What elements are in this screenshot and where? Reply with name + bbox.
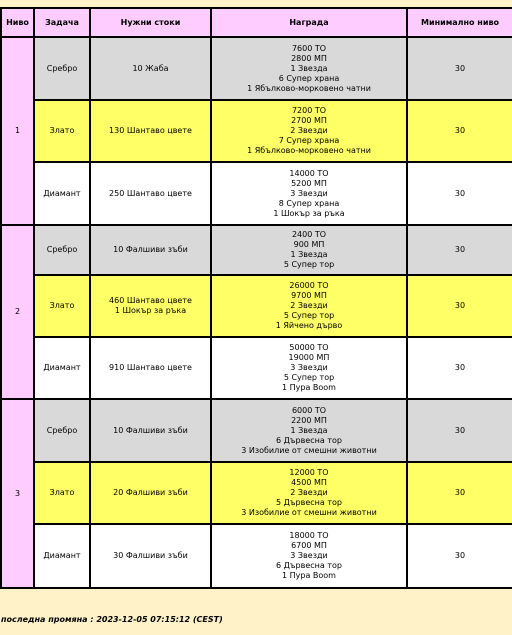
goods-cell <box>90 225 211 275</box>
task-cell: Сребро <box>34 225 90 275</box>
goods-cell <box>90 275 211 337</box>
task-cell: Диамант <box>34 337 90 399</box>
reward-line: 1 Пура Boom <box>282 383 336 392</box>
reward-line: 9700 МП <box>291 291 327 300</box>
reward-cell <box>211 399 407 462</box>
min-level-cell: 30 <box>407 337 512 399</box>
min-level-cell: 30 <box>407 37 512 100</box>
goods-cell <box>90 37 211 100</box>
reward-line: 1 Ябълково-морковено чатни <box>247 146 371 155</box>
reward-line: 5 Супер тор <box>283 260 335 269</box>
min-level-cell: 30 <box>407 225 512 275</box>
reward-line: 2400 ТО <box>291 230 327 239</box>
reward-line: 7200 ТО <box>291 106 327 115</box>
goods-cell <box>90 100 211 162</box>
reward-cell <box>211 337 407 399</box>
reward-line: 2700 МП <box>291 116 327 125</box>
reward-line: 5200 МП <box>291 178 327 188</box>
task-cell: Диамант <box>34 524 90 588</box>
task-cell: Сребро <box>34 399 90 462</box>
reward-line: 14000 ТО <box>289 168 329 178</box>
reward-line: 7 Супер храна <box>278 136 340 145</box>
reward-line: 900 МП <box>293 240 325 249</box>
reward-line: 1 Звезда <box>290 63 328 73</box>
reward-cell <box>211 462 407 524</box>
quest-row <box>1 162 512 225</box>
min-level-cell: 30 <box>407 275 512 337</box>
quest-row <box>1 225 512 275</box>
reward-line: 6000 ТО <box>291 405 327 415</box>
reward-line: 2 Звезди <box>290 488 328 497</box>
goods-line: 10 Фалшиви зъби <box>113 245 188 254</box>
header-row <box>1 8 512 37</box>
reward-line: 1 Звезда <box>290 250 328 259</box>
task-cell: Злато <box>34 462 90 524</box>
reward-cell <box>211 162 407 225</box>
goods-cell <box>90 399 211 462</box>
task-cell: Злато <box>34 100 90 162</box>
goods-line: 910 Шантаво цвете <box>109 363 192 372</box>
quest-row <box>1 337 512 399</box>
header-level: Ниво <box>1 8 34 37</box>
reward-line: 3 Звезди <box>290 188 328 198</box>
goods-cell <box>90 337 211 399</box>
header-reward: Награда <box>211 8 407 37</box>
goods-line: 10 Фалшиви зъби <box>113 425 188 435</box>
reward-line: 1 Пура Boom <box>282 571 336 580</box>
reward-line: 3 Звезди <box>290 551 328 560</box>
reward-line: 6 Дървесна тор <box>276 435 342 445</box>
min-level-cell: 30 <box>407 462 512 524</box>
reward-line: 1 Ябълково-морковено чатни <box>247 83 371 93</box>
reward-line: 12000 ТО <box>289 468 329 477</box>
header-min-level: Минимално ниво <box>407 8 512 37</box>
goods-cell <box>90 462 211 524</box>
reward-line: 2 Звезди <box>290 126 328 135</box>
reward-line: 3 Изобилие от смешни животни <box>241 445 377 455</box>
quest-row <box>1 524 512 588</box>
reward-line: 3 Звезди <box>290 363 328 372</box>
header-task: Задача <box>34 8 90 37</box>
reward-line: 2 Звезди <box>290 301 328 310</box>
goods-line: 10 Жаба <box>132 63 169 73</box>
reward-cell <box>211 524 407 588</box>
min-level-cell: 30 <box>407 399 512 462</box>
reward-cell <box>211 100 407 162</box>
reward-line: 7600 ТО <box>291 43 327 53</box>
min-level-cell: 30 <box>407 524 512 588</box>
quest-table <box>0 7 512 589</box>
level-cell: 2 <box>1 225 34 399</box>
task-cell: Злато <box>34 275 90 337</box>
goods-cell <box>90 162 211 225</box>
reward-line: 5 Супер тор <box>283 311 335 320</box>
quest-row <box>1 37 512 100</box>
last-modified: последна промяна : 2023-12-05 07:15:12 (CEST) <box>1 615 223 624</box>
quest-row <box>1 399 512 462</box>
reward-line: 1 Шокър за ръка <box>273 208 345 218</box>
goods-line: 130 Шантаво цвете <box>109 126 192 135</box>
reward-line: 6 Супер храна <box>278 73 340 83</box>
reward-line: 1 Яйчено дърво <box>275 321 343 330</box>
level-cell: 1 <box>1 37 34 225</box>
goods-line: 20 Фалшиви зъби <box>113 488 188 497</box>
goods-line: 460 Шантаво цвете <box>109 296 192 305</box>
task-cell: Сребро <box>34 37 90 100</box>
min-level-cell: 30 <box>407 162 512 225</box>
reward-line: 1 Звезда <box>290 425 328 435</box>
reward-line: 8 Супер храна <box>278 198 340 208</box>
reward-line: 26000 ТО <box>289 281 329 290</box>
goods-line: 250 Шантаво цвете <box>109 188 192 198</box>
header-goods: Нужни стоки <box>90 8 211 37</box>
goods-line: 30 Фалшиви зъби <box>113 551 188 560</box>
goods-line: 1 Шокър за ръка <box>114 306 187 315</box>
goods-cell <box>90 524 211 588</box>
quest-row <box>1 462 512 524</box>
reward-cell <box>211 275 407 337</box>
reward-line: 19000 МП <box>288 353 330 362</box>
reward-line: 6700 МП <box>291 541 327 550</box>
reward-cell <box>211 225 407 275</box>
reward-line: 3 Изобилие от смешни животни <box>241 508 377 517</box>
level-cell: 3 <box>1 399 34 588</box>
min-level-cell: 30 <box>407 100 512 162</box>
reward-line: 6 Дървесна тор <box>276 561 342 570</box>
reward-line: 2800 МП <box>291 53 327 63</box>
task-cell: Диамант <box>34 162 90 225</box>
reward-cell <box>211 37 407 100</box>
reward-line: 2200 МП <box>291 415 327 425</box>
reward-line: 5 Супер тор <box>283 373 335 382</box>
quest-row <box>1 100 512 162</box>
reward-line: 50000 ТО <box>289 343 329 352</box>
quest-row <box>1 275 512 337</box>
reward-line: 18000 ТО <box>289 531 329 540</box>
reward-line: 4500 МП <box>291 478 327 487</box>
reward-line: 5 Дървесна тор <box>276 498 342 507</box>
